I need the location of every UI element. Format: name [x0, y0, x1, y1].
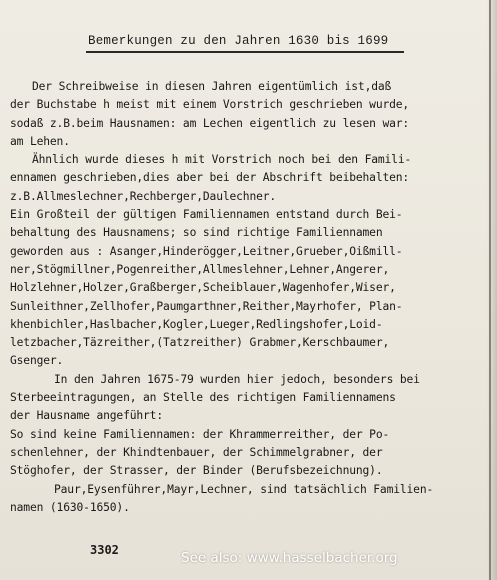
- page-number: 3302: [90, 543, 119, 557]
- text-line: namen (1630-1650).: [10, 500, 130, 514]
- text-line: khenbichler,Haslbacher,Kogler,Lueger,Redlingshofer,Loid-: [10, 317, 383, 331]
- watermark-caption: See also: www.hasselbacher.org: [181, 550, 398, 566]
- text-line: letzbacher,Täzreither,(Tatzreither) Grabmer,Kerschbaumer,: [10, 336, 390, 350]
- text-line: ner,Stögmillner,Pogenreither,Allmeslehner,Lehner,Angerer,: [10, 262, 390, 276]
- page-edge-shadow: [487, 0, 497, 580]
- text-line: z.B.Allmeslechner,Rechberger,Daulechner.: [10, 189, 277, 203]
- text-line: Holzlehner,Holzer,Graßberger,Scheiblauer,Wagenhofer,Wiser,: [10, 281, 396, 295]
- text-line: Ähnlich wurde dieses h mit Vorstrich noch bei den Famili-: [32, 153, 412, 167]
- title-underline: [86, 51, 404, 53]
- text-line: Paur,Eysenführer,Mayr,Lechner, sind tatsächlich Familien-: [54, 482, 434, 496]
- text-line: Ein Großteil der gültigen Familiennamen entstand durch Bei-: [10, 208, 403, 222]
- text-line: Der Schreibweise in diesen Jahren eigentümlich ist,daß: [32, 80, 392, 93]
- text-line: sodaß z.B.beim Hausnamen: am Lechen eigentlich zu lesen war:: [10, 116, 410, 130]
- text-line: schenlehner, der Khindtenbauer, der Schimmelgrabner, der: [10, 445, 383, 459]
- text-line: Sterbeeintragungen, an Stelle des richtigen Familiennamens: [10, 391, 396, 405]
- text-line: der Hausname angeführt:: [10, 409, 163, 423]
- text-line: Sunleithner,Zellhofer,Paumgarthner,Reither,Mayrhofer, Plan-: [10, 299, 403, 313]
- text-line: Gsenger.: [10, 354, 64, 368]
- text-line: Stöghofer, der Strasser, der Binder (Berufsbezeichnung).: [10, 464, 383, 478]
- document-title: Bemerkungen zu den Jahren 1630 bis 1699: [88, 34, 389, 48]
- text-line: am Lehen.: [10, 134, 70, 148]
- text-line: geworden aus : Asanger,Hinderögger,Leitner,Grueber,Oißmill-: [10, 244, 403, 258]
- text-line: ennamen geschrieben,dies aber bei der Abschrift beibehalten:: [10, 171, 410, 185]
- text-line: So sind keine Familiennamen: der Khrammerreither, der Po-: [10, 427, 390, 441]
- text-line: behaltung des Hausnamens; so sind richtige Familiennamen: [10, 226, 383, 240]
- text-line: der Buchstabe h meist mit einem Vorstrich geschrieben wurde,: [10, 98, 410, 112]
- document-body: [10, 78, 490, 517]
- text-line: In den Jahren 1675-79 wurden hier jedoch, besonders bei: [54, 372, 420, 386]
